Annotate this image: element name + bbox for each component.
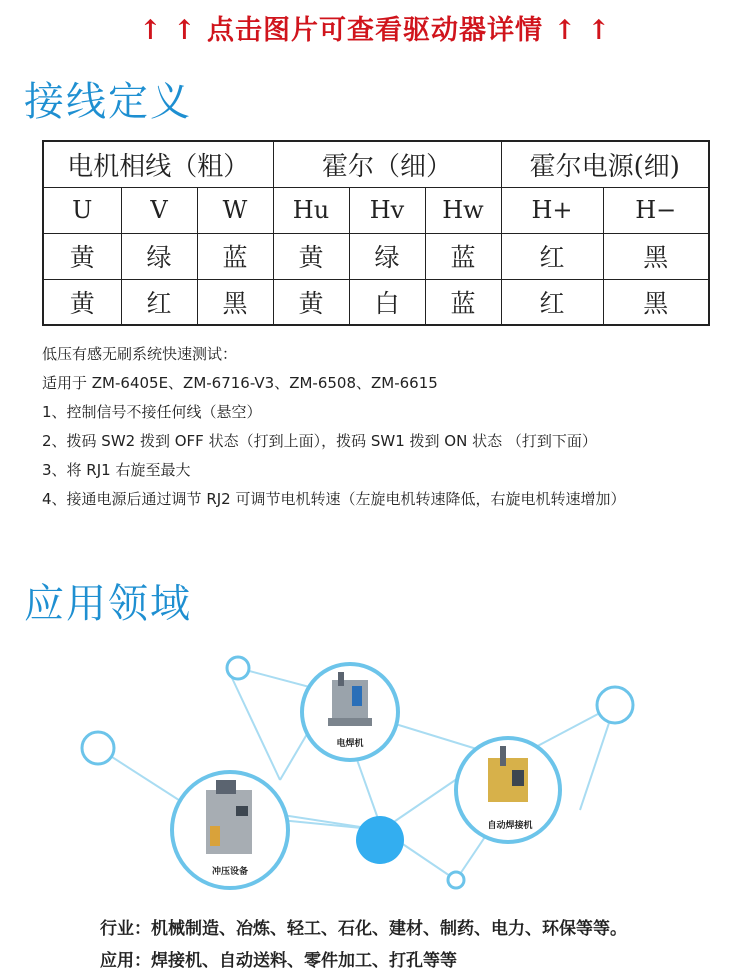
notes-step-4: 4、接通电源后通过调节 RJ2 可调节电机转速（左旋电机转速降低，右旋电机转速增加）: [42, 490, 626, 508]
label-hu: Hu: [273, 187, 349, 233]
group-hall: 霍尔（细）: [273, 141, 501, 187]
label-v: V: [121, 187, 197, 233]
notes-step-2: 2、拨码 SW2 拨到 OFF 状态（打到上面），拨码 SW1 拨到 ON 状态 （打到下面）: [42, 432, 597, 450]
press-node: [172, 772, 288, 888]
small-node: [227, 657, 249, 679]
cell-color: 白: [349, 279, 425, 325]
application-text: 应用：焊接机、自动送料、零件加工、打孔等等: [100, 951, 457, 971]
label-hv: Hv: [349, 187, 425, 233]
notes-models: 适用于 ZM-6405E、ZM-6716-V3、ZM-6508、ZM-6615: [42, 374, 438, 392]
auto-welder-node: [456, 738, 560, 842]
cell-color: 红: [121, 279, 197, 325]
cell-color: 红: [501, 279, 603, 325]
small-node: [597, 687, 633, 723]
press-label: 冲压设备: [211, 867, 249, 877]
group-motor-phase: 电机相线（粗）: [43, 141, 273, 187]
cell-color: 蓝: [425, 233, 501, 279]
cell-color: 黄: [273, 233, 349, 279]
cell-color: 红: [501, 233, 603, 279]
welder-label: 电焊机: [336, 739, 364, 749]
label-hplus: H+: [501, 187, 603, 233]
hub-node: [356, 816, 404, 864]
application-network-diagram: [60, 650, 700, 900]
quick-test-notes: [42, 340, 722, 514]
notes-heading: 低压有感无刷系统快速测试：: [42, 345, 238, 363]
group-hall-power: 霍尔电源(细): [501, 141, 709, 187]
small-node: [82, 732, 114, 764]
wiring-section-title: 接线定义: [24, 79, 192, 125]
cell-color: 黑: [603, 279, 709, 325]
application-section-title: 应用领域: [24, 581, 192, 627]
label-hminus: H−: [603, 187, 709, 233]
label-hw: Hw: [425, 187, 501, 233]
cell-color: 黑: [603, 233, 709, 279]
cell-color: 黄: [273, 279, 349, 325]
cell-color: 黑: [197, 279, 273, 325]
cell-color: 蓝: [197, 233, 273, 279]
industry-text: 行业：机械制造、冶炼、轻工、石化、建材、制药、电力、环保等等。: [100, 919, 627, 939]
notes-step-3: 3、将 RJ1 右旋至最大: [42, 461, 191, 479]
cell-color: 黄: [43, 233, 121, 279]
label-u: U: [43, 187, 121, 233]
cell-color: 蓝: [425, 279, 501, 325]
small-node: [448, 872, 464, 888]
auto-welder-label: 自动焊接机: [487, 821, 533, 831]
cell-color: 绿: [349, 233, 425, 279]
detail-banner[interactable]: ↑ ↑ 点击图片可查看驱动器详情 ↑ ↑: [138, 15, 612, 46]
cell-color: 绿: [121, 233, 197, 279]
cell-color: 黄: [43, 279, 121, 325]
label-w: W: [197, 187, 273, 233]
welder-node: [302, 664, 398, 760]
notes-step-1: 1、控制信号不接任何线（悬空）: [42, 403, 262, 421]
wiring-table: [42, 140, 710, 326]
